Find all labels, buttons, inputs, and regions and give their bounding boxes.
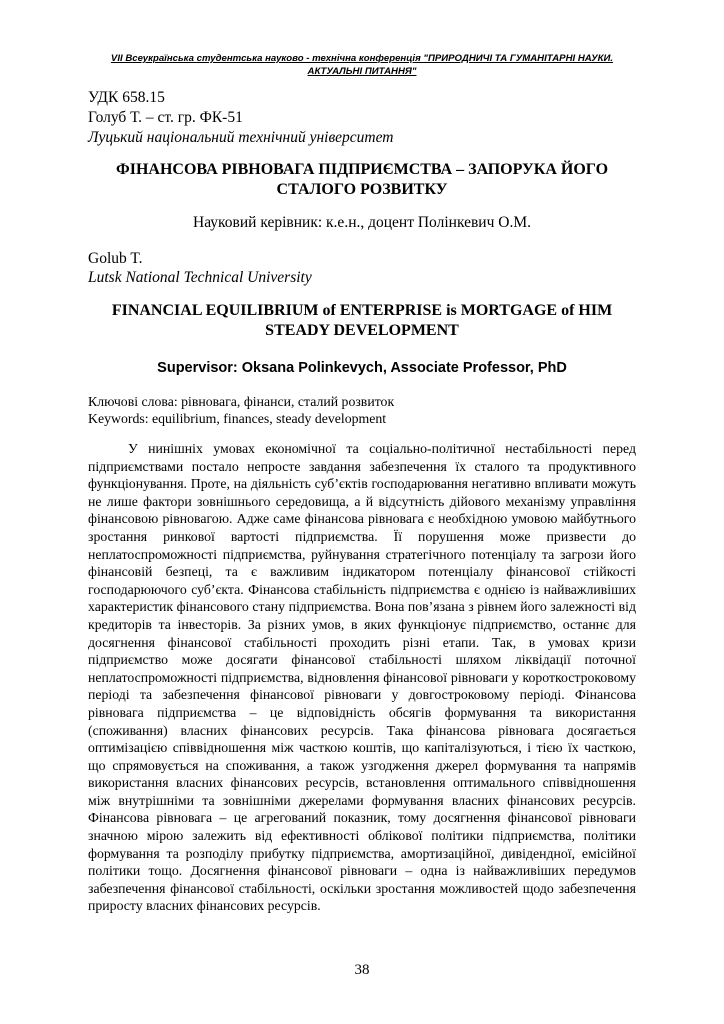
author-en: Golub T. (88, 250, 143, 267)
author-ua: Голуб Т. – ст. гр. ФК-51 (88, 109, 243, 126)
title-ua: ФІНАНСОВА РІВНОВАГА ПІДПРИЄМСТВА – ЗАПОРУКА ЙОГО СТАЛОГО РОЗВИТКУ (115, 161, 609, 198)
conference-header: VII Всеукраїнська студентська науково - технічна конференція "ПРИРОДНИЧІ ТА ГУМАНІТАРНІ НАУКИ. АКТУАЛЬНІ ПИТАННЯ" (110, 53, 614, 77)
university-ua: Луцький національний технічний університет (88, 129, 394, 146)
supervisor-ua: Науковий керівник: к.е.н., доцент Полінкевич О.М. (193, 214, 531, 231)
keywords-en: Keywords: equilibrium, finances, steady development (88, 411, 387, 426)
title-en: FINANCIAL EQUILIBRIUM of ENTERPRISE is MORTGAGE of HIM STEADY DEVELOPMENT (111, 302, 613, 339)
university-en: Lutsk National Technical University (88, 269, 312, 286)
supervisor-en: Supervisor: Oksana Polinkevych, Associate Professor, PhD (157, 360, 567, 376)
udc-code: УДК 658.15 (88, 89, 165, 106)
keywords-ua: Ключові слова: рівновага, фінанси, сталий розвиток (88, 394, 395, 409)
body-paragraph: У нинішніх умовах економічної та соціально-політичної нестабільності перед підприємствами постало непросте завдання забезпечення їх сталого та продуктивного функціонування. Проте, на діяльність суб’єктів господарювання негативно впливати можуть не лише фактори зовнішнього середовища, а й відсутність дійового механізму управління фінансовою рівновагою. Адже саме фінансова рівновага є необхідною умовою майбутнього зростання ринкової вартості підприємства. Її порушення може призвести до неплатоспроможності підприємства, руйнування стратегічного потенціалу та загрози його фінансовій безпеці, та є важливим індикатором потенціалу фінансової стійкості господарюючого суб’єкта. Фінансова стабільність підприємства є однією із найважливіших характеристик фінансового стану підприємства. Вона пов’язана з рівнем його залежності від кредиторів та інвесторів. За різних умов, в яких функціонує підприємство, останнє для досягнення фінансової стабільності проходить різні етапи. Так, в умовах кризи підприємство може досягати фінансової стабільності шляхом ліквідації поточної неплатоспроможності підприємства, відновлення фінансової рівноваги у короткостроковому періоді та забезпечення фінансової рівноваги у довгостроковому періоді. Фінансова рівновага підприємства – це відповідність обсягів формування та використання (споживання) власних фінансових ресурсів. Така фінансова рівновага досягається оптимізацією співвідношення між часткою коштів, що капіталізуються, і тією їх часткою, що спрямовується на споживання, а також узгодження джерел формування та напрямів використання власних фінансових ресурсів, встановлення оптимального співвідношення між внутрішніми та зовнішніми джерелами формування власних фінансових ресурсів. Фінансова рівновага – це агрегований показник, тому досягнення фінансової рівноваги значною мірою залежить від ефективності облікової політики підприємства, політики формування та розподілу прибутку підприємства, амортизаційної, дивідендної, емісійної політики тощо. Досягнення фінансової рівноваги – одна із найважливіших передумов забезпечення фінансової стабільності, оскільки зростання можливостей щодо забезпечення приросту власних фінансових ресурсів. (88, 441, 636, 914)
page-number: 38 (354, 962, 370, 978)
